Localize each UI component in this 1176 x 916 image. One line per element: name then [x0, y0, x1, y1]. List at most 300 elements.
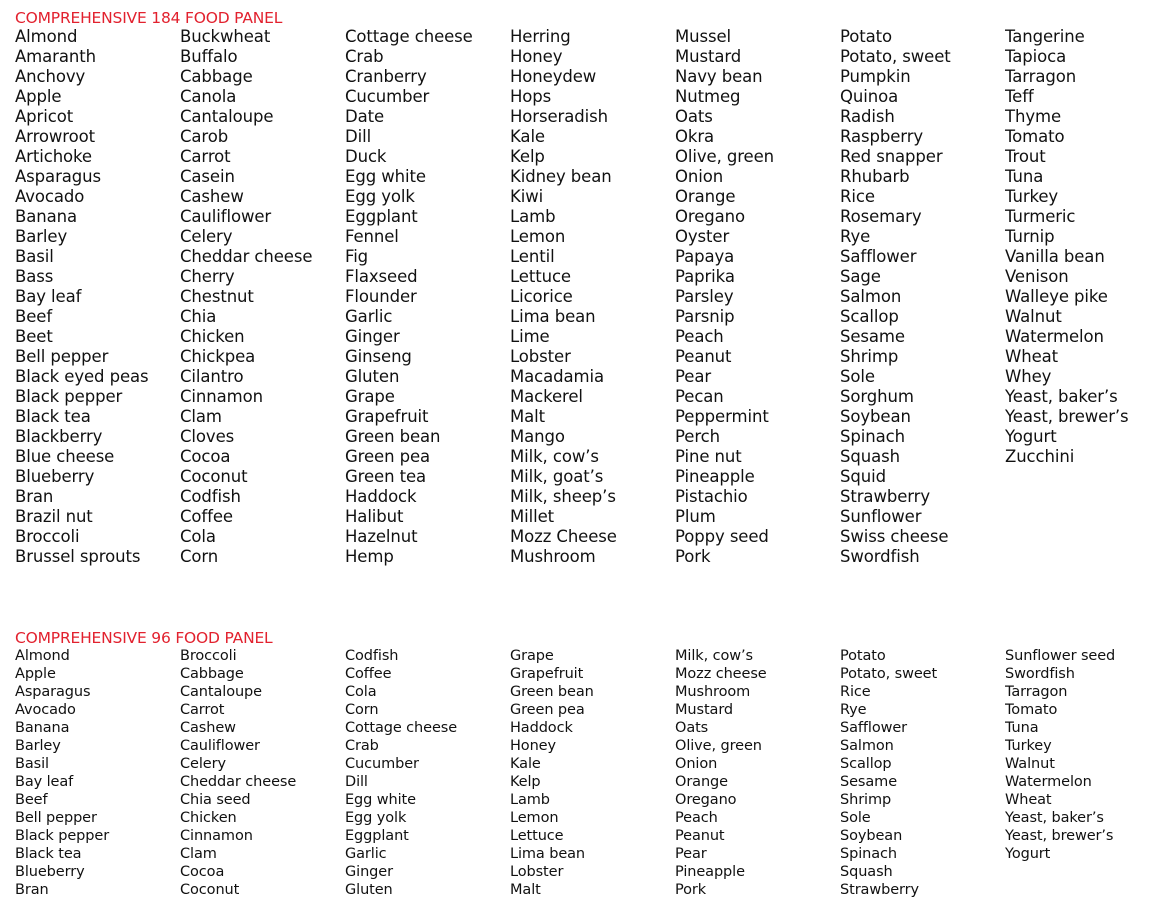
food-item: Potato, sweet	[840, 666, 938, 682]
food-item: Millet	[510, 507, 555, 526]
food-item: Macadamia	[510, 367, 604, 386]
food-item: Mushroom	[510, 547, 596, 566]
food-item: Walnut	[1005, 756, 1055, 772]
food-item: Cranberry	[345, 67, 427, 86]
food-item: Corn	[345, 702, 379, 718]
food-column	[840, 27, 1005, 567]
food-item: Pumpkin	[840, 67, 911, 86]
food-item: Potato	[840, 27, 893, 46]
food-item: Egg yolk	[345, 810, 407, 826]
food-item: Yogurt	[1005, 427, 1057, 446]
food-item: Cinnamon	[180, 828, 253, 844]
food-item: Swiss cheese	[840, 527, 949, 546]
food-item: Tapioca	[1005, 47, 1067, 66]
food-item: Tuna	[1005, 167, 1044, 186]
food-item: Green bean	[345, 427, 441, 446]
food-item: Oats	[675, 107, 713, 126]
food-item: Spinach	[840, 427, 905, 446]
food-item: Avocado	[15, 702, 76, 718]
food-item: Codfish	[345, 648, 399, 664]
food-item: Blue cheese	[15, 447, 115, 466]
food-item: Cheddar cheese	[180, 247, 313, 266]
food-item: Green bean	[510, 684, 594, 700]
food-item: Mustard	[675, 47, 742, 66]
food-item: Asparagus	[15, 167, 101, 186]
food-item: Malt	[510, 407, 546, 426]
food-item: Rice	[840, 684, 871, 700]
food-column	[1005, 647, 1170, 899]
food-item: Bell pepper	[15, 347, 109, 366]
food-item: Anchovy	[15, 67, 86, 86]
food-item: Rye	[840, 227, 871, 246]
food-item: Blueberry	[15, 467, 95, 486]
food-item: Oregano	[675, 207, 745, 226]
food-item: Yeast, baker’s	[1005, 387, 1118, 406]
food-item: Spinach	[840, 846, 897, 862]
food-item: Honey	[510, 47, 563, 66]
food-item: Crab	[345, 738, 379, 754]
food-item: Haddock	[345, 487, 417, 506]
food-column	[675, 27, 840, 567]
food-item: Flaxseed	[345, 267, 418, 286]
food-item: Bran	[15, 487, 54, 506]
food-item: Egg white	[345, 167, 426, 186]
food-item: Beef	[15, 307, 53, 326]
food-item: Fennel	[345, 227, 399, 246]
food-column	[15, 27, 180, 567]
food-item: Quinoa	[840, 87, 899, 106]
food-item: Watermelon	[1005, 774, 1092, 790]
food-item: Wheat	[1005, 347, 1059, 366]
food-item: Grape	[510, 648, 554, 664]
food-item: Bell pepper	[15, 810, 97, 826]
food-item: Cauliflower	[180, 738, 260, 754]
food-item: Eggplant	[345, 207, 418, 226]
food-item: Salmon	[840, 738, 894, 754]
food-item: Hops	[510, 87, 552, 106]
food-item: Trout	[1005, 147, 1046, 166]
food-item: Parsnip	[675, 307, 735, 326]
food-item: Apple	[15, 666, 56, 682]
food-item: Peanut	[675, 828, 725, 844]
food-item: Green pea	[510, 702, 585, 718]
food-item: Squash	[840, 447, 900, 466]
food-column	[675, 647, 840, 899]
food-item: Orange	[675, 187, 736, 206]
food-item: Blackberry	[15, 427, 103, 446]
food-item: Bran	[15, 882, 49, 898]
food-item: Mozz Cheese	[510, 527, 617, 546]
food-item: Oats	[675, 720, 709, 736]
food-item: Grape	[345, 387, 395, 406]
food-item: Cocoa	[180, 447, 231, 466]
food-item: Buffalo	[180, 47, 238, 66]
food-item: Broccoli	[15, 527, 80, 546]
food-column	[345, 647, 510, 899]
food-item: Garlic	[345, 846, 387, 862]
food-item: Chestnut	[180, 287, 254, 306]
food-item: Beet	[15, 327, 53, 346]
food-item: Chickpea	[180, 347, 256, 366]
food-item: Vanilla bean	[1005, 247, 1105, 266]
food-item: Lima bean	[510, 307, 596, 326]
food-item: Venison	[1005, 267, 1069, 286]
food-item: Rhubarb	[840, 167, 910, 186]
food-column	[345, 27, 510, 567]
food-item: Avocado	[15, 187, 85, 206]
food-item: Cinnamon	[180, 387, 263, 406]
food-item: Milk, goat’s	[510, 467, 604, 486]
food-item: Rice	[840, 187, 875, 206]
food-item: Squid	[840, 467, 886, 486]
food-item: Peppermint	[675, 407, 769, 426]
food-item: Parsley	[675, 287, 734, 306]
food-item: Banana	[15, 207, 77, 226]
food-panel-184	[15, 9, 1165, 567]
food-item: Scallop	[840, 756, 892, 772]
food-item: Walnut	[1005, 307, 1062, 326]
food-item: Cauliflower	[180, 207, 272, 226]
food-item: Hazelnut	[345, 527, 418, 546]
food-item: Blueberry	[15, 864, 85, 880]
food-item: Sole	[840, 810, 871, 826]
food-item: Almond	[15, 27, 78, 46]
food-item: Tangerine	[1005, 27, 1085, 46]
food-item: Kale	[510, 127, 545, 146]
food-item: Haddock	[510, 720, 573, 736]
food-item: Malt	[510, 882, 541, 898]
food-item: Chia	[180, 307, 217, 326]
food-item: Beef	[15, 792, 48, 808]
food-item: Carob	[180, 127, 229, 146]
food-item: Peach	[675, 810, 718, 826]
food-item: Egg yolk	[345, 187, 415, 206]
food-item: Arrowroot	[15, 127, 95, 146]
food-item: Tarragon	[1005, 67, 1077, 86]
food-item: Cherry	[180, 267, 235, 286]
food-item: Cocoa	[180, 864, 225, 880]
food-item: Yeast, brewer’s	[1005, 407, 1129, 426]
food-item: Lobster	[510, 864, 564, 880]
food-item: Strawberry	[840, 882, 919, 898]
food-item: Cilantro	[180, 367, 244, 386]
food-item: Lima bean	[510, 846, 586, 862]
food-item: Navy bean	[675, 67, 763, 86]
food-item: Coconut	[180, 882, 240, 898]
food-item: Mozz cheese	[675, 666, 767, 682]
food-item: Cabbage	[180, 67, 253, 86]
food-item: Kidney bean	[510, 167, 612, 186]
food-item: Safflower	[840, 247, 917, 266]
food-item: Papaya	[675, 247, 735, 266]
food-item: Coffee	[180, 507, 233, 526]
food-item: Date	[345, 107, 385, 126]
food-item: Crab	[345, 47, 384, 66]
food-item: Milk, cow’s	[510, 447, 599, 466]
food-columns	[15, 647, 1165, 899]
food-item: Yogurt	[1005, 846, 1051, 862]
food-item: Licorice	[510, 287, 573, 306]
food-item: Tomato	[1005, 702, 1058, 718]
food-item: Yeast, brewer’s	[1005, 828, 1114, 844]
food-item: Gluten	[345, 367, 400, 386]
food-item: Bay leaf	[15, 774, 74, 790]
food-item: Pistachio	[675, 487, 748, 506]
food-item: Pork	[675, 882, 707, 898]
food-item: Oregano	[675, 792, 737, 808]
food-item: Casein	[180, 167, 235, 186]
food-item: Lamb	[510, 792, 550, 808]
food-item: Black eyed peas	[15, 367, 149, 386]
food-item: Milk, cow’s	[675, 648, 753, 664]
food-item: Corn	[180, 547, 219, 566]
food-item: Dill	[345, 774, 368, 790]
food-item: Wheat	[1005, 792, 1052, 808]
food-item: Fig	[345, 247, 369, 266]
food-item: Codfish	[180, 487, 241, 506]
food-item: Turnip	[1005, 227, 1055, 246]
food-item: Sunflower seed	[1005, 648, 1116, 664]
food-item: Kiwi	[510, 187, 544, 206]
food-item: Tarragon	[1005, 684, 1068, 700]
food-item: Turkey	[1005, 187, 1059, 206]
food-item: Asparagus	[15, 684, 91, 700]
food-item: Pear	[675, 846, 707, 862]
food-item: Barley	[15, 227, 68, 246]
food-item: Clam	[180, 846, 217, 862]
food-item: Honey	[510, 738, 556, 754]
food-item: Kale	[510, 756, 541, 772]
food-item: Turmeric	[1005, 207, 1076, 226]
food-item: Sorghum	[840, 387, 914, 406]
food-item: Cottage cheese	[345, 27, 473, 46]
food-item: Cantaloupe	[180, 684, 262, 700]
food-item: Tuna	[1005, 720, 1039, 736]
food-item: Black pepper	[15, 828, 110, 844]
food-item: Buckwheat	[180, 27, 271, 46]
food-item: Duck	[345, 147, 387, 166]
food-item: Soybean	[840, 828, 903, 844]
food-item: Tomato	[1005, 127, 1065, 146]
food-item: Mussel	[675, 27, 732, 46]
food-item: Black pepper	[15, 387, 123, 406]
food-item: Coffee	[345, 666, 392, 682]
food-item: Eggplant	[345, 828, 409, 844]
food-item: Shrimp	[840, 792, 892, 808]
food-item: Paprika	[675, 267, 735, 286]
food-item: Egg white	[345, 792, 416, 808]
food-item: Pecan	[675, 387, 724, 406]
food-item: Broccoli	[180, 648, 237, 664]
food-item: Gluten	[345, 882, 393, 898]
food-item: Lentil	[510, 247, 555, 266]
food-item: Sesame	[840, 774, 898, 790]
food-item: Banana	[15, 720, 70, 736]
food-item: Cucumber	[345, 756, 419, 772]
food-item: Garlic	[345, 307, 393, 326]
food-column	[1005, 27, 1170, 567]
food-item: Apricot	[15, 107, 74, 126]
food-item: Pine nut	[675, 447, 742, 466]
food-item: Lemon	[510, 810, 559, 826]
food-item: Teff	[1005, 87, 1034, 106]
food-item: Rosemary	[840, 207, 922, 226]
food-item: Kelp	[510, 147, 545, 166]
food-item: Grapefruit	[510, 666, 584, 682]
food-item: Dill	[345, 127, 372, 146]
food-item: Almond	[15, 648, 70, 664]
food-panel-96	[15, 629, 1165, 899]
food-item: Watermelon	[1005, 327, 1104, 346]
food-item: Milk, sheep’s	[510, 487, 616, 506]
food-column	[15, 647, 180, 899]
food-item: Okra	[675, 127, 715, 146]
food-item: Celery	[180, 227, 233, 246]
food-item: Basil	[15, 756, 49, 772]
food-item: Ginger	[345, 327, 400, 346]
food-item: Green pea	[345, 447, 431, 466]
food-item: Apple	[15, 87, 62, 106]
food-item: Lemon	[510, 227, 566, 246]
food-item: Lettuce	[510, 828, 564, 844]
food-column	[180, 27, 345, 567]
food-item: Turkey	[1005, 738, 1052, 754]
food-item: Nutmeg	[675, 87, 741, 106]
food-item: Mackerel	[510, 387, 583, 406]
food-item: Sesame	[840, 327, 905, 346]
food-item: Olive, green	[675, 147, 775, 166]
food-item: Red snapper	[840, 147, 943, 166]
food-item: Cloves	[180, 427, 235, 446]
food-item: Sunflower	[840, 507, 922, 526]
food-item: Soybean	[840, 407, 911, 426]
food-item: Poppy seed	[675, 527, 769, 546]
food-item: Thyme	[1005, 107, 1062, 126]
food-item: Sole	[840, 367, 875, 386]
food-item: Herring	[510, 27, 571, 46]
food-item: Bass	[15, 267, 54, 286]
food-columns	[15, 27, 1165, 567]
food-item: Oyster	[675, 227, 730, 246]
food-item: Salmon	[840, 287, 902, 306]
food-item: Brazil nut	[15, 507, 93, 526]
food-item: Sage	[840, 267, 881, 286]
food-item: Olive, green	[675, 738, 762, 754]
food-item: Grapefruit	[345, 407, 429, 426]
food-item: Coconut	[180, 467, 248, 486]
food-item: Strawberry	[840, 487, 930, 506]
food-item: Peach	[675, 327, 724, 346]
food-item: Cashew	[180, 187, 244, 206]
food-item: Cola	[180, 527, 216, 546]
food-item: Yeast, baker’s	[1005, 810, 1104, 826]
food-item: Bay leaf	[15, 287, 82, 306]
food-item: Peanut	[675, 347, 732, 366]
food-item: Barley	[15, 738, 61, 754]
food-column	[510, 27, 675, 567]
food-item: Radish	[840, 107, 895, 126]
food-item: Plum	[675, 507, 716, 526]
food-item: Shrimp	[840, 347, 899, 366]
food-item: Onion	[675, 756, 718, 772]
food-item: Potato	[840, 648, 886, 664]
food-item: Whey	[1005, 367, 1052, 386]
food-column	[840, 647, 1005, 899]
food-item: Orange	[675, 774, 728, 790]
food-item: Brussel sprouts	[15, 547, 141, 566]
food-item: Cucumber	[345, 87, 430, 106]
food-item: Horseradish	[510, 107, 608, 126]
food-item: Ginseng	[345, 347, 412, 366]
food-item: Walleye pike	[1005, 287, 1108, 306]
food-item: Pineapple	[675, 864, 745, 880]
food-item: Raspberry	[840, 127, 924, 146]
panel-title: COMPREHENSIVE 96 FOOD PANEL	[15, 629, 273, 647]
food-item: Perch	[675, 427, 720, 446]
food-item: Scallop	[840, 307, 899, 326]
food-column	[180, 647, 345, 899]
food-item: Clam	[180, 407, 222, 426]
food-item: Basil	[15, 247, 54, 266]
food-item: Rye	[840, 702, 867, 718]
food-item: Carrot	[180, 147, 231, 166]
food-item: Onion	[675, 167, 724, 186]
food-item: Artichoke	[15, 147, 92, 166]
food-item: Pineapple	[675, 467, 755, 486]
food-item: Zucchini	[1005, 447, 1075, 466]
food-item: Chia seed	[180, 792, 251, 808]
food-item: Lamb	[510, 207, 556, 226]
food-item: Mustard	[675, 702, 734, 718]
food-item: Cottage cheese	[345, 720, 458, 736]
food-item: Pear	[675, 367, 712, 386]
food-item: Halibut	[345, 507, 404, 526]
food-item: Swordfish	[840, 547, 920, 566]
food-item: Safflower	[840, 720, 908, 736]
food-item: Chicken	[180, 327, 245, 346]
food-item: Lobster	[510, 347, 571, 366]
food-item: Honeydew	[510, 67, 597, 86]
food-item: Cabbage	[180, 666, 244, 682]
food-column	[510, 647, 675, 899]
food-item: Flounder	[345, 287, 417, 306]
food-item: Kelp	[510, 774, 541, 790]
food-item: Canola	[180, 87, 237, 106]
food-item: Mango	[510, 427, 565, 446]
food-item: Swordfish	[1005, 666, 1075, 682]
food-item: Potato, sweet	[840, 47, 951, 66]
food-item: Pork	[675, 547, 711, 566]
food-item: Black tea	[15, 846, 82, 862]
food-item: Cashew	[180, 720, 236, 736]
food-item: Cheddar cheese	[180, 774, 297, 790]
food-item: Cantaloupe	[180, 107, 274, 126]
food-item: Lime	[510, 327, 550, 346]
panel-title: COMPREHENSIVE 184 FOOD PANEL	[15, 9, 283, 27]
food-item: Celery	[180, 756, 226, 772]
food-item: Amaranth	[15, 47, 96, 66]
food-item: Squash	[840, 864, 893, 880]
food-item: Carrot	[180, 702, 225, 718]
food-item: Mushroom	[675, 684, 751, 700]
food-item: Hemp	[345, 547, 394, 566]
food-item: Cola	[345, 684, 377, 700]
food-item: Green tea	[345, 467, 427, 486]
food-item: Black tea	[15, 407, 91, 426]
food-item: Chicken	[180, 810, 237, 826]
food-item: Ginger	[345, 864, 393, 880]
food-item: Lettuce	[510, 267, 571, 286]
